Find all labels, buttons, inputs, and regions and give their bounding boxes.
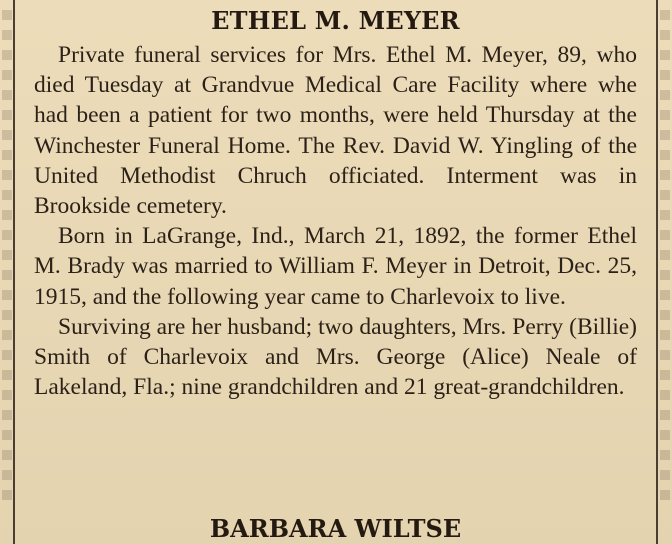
right-column-rule bbox=[656, 0, 658, 544]
next-article-headline: BARBARA WILTSE bbox=[209, 514, 462, 543]
left-column-rule bbox=[13, 0, 15, 544]
article-paragraph-3: Surviving are her husband; two daughters, Mrs. Perry (Billie) Smith of Charlevoix and Mrs. George (Alice) Neale of Lakeland, Fla.; nine grandchildren and 21 great-grandchildren. bbox=[34, 313, 637, 401]
article-paragraph-2: Born in LaGrange, Ind., March 21, 1892, the former Ethel M. Brady was married to William F. Meyer in Detroit, Dec. 25, 1915, and the following year came to Charlevoix to live. bbox=[34, 223, 637, 310]
obituary-article bbox=[34, 2, 637, 402]
article-headline: ETHEL M. MEYER bbox=[211, 6, 460, 35]
article-paragraph-1: Private funeral services for Mrs. Ethel M. Meyer, 89, who died Tuesday at Grandvue Medical Care Facility where whe had been a patient for two months, were held Thursday at the Winchester Funeral Home. The Rev. David W. Yingling of the United Methodist Chruch officiated. Interment was in Brookside cemetery. bbox=[34, 42, 637, 220]
left-column-bleed bbox=[0, 0, 14, 544]
right-column-bleed bbox=[658, 0, 672, 544]
